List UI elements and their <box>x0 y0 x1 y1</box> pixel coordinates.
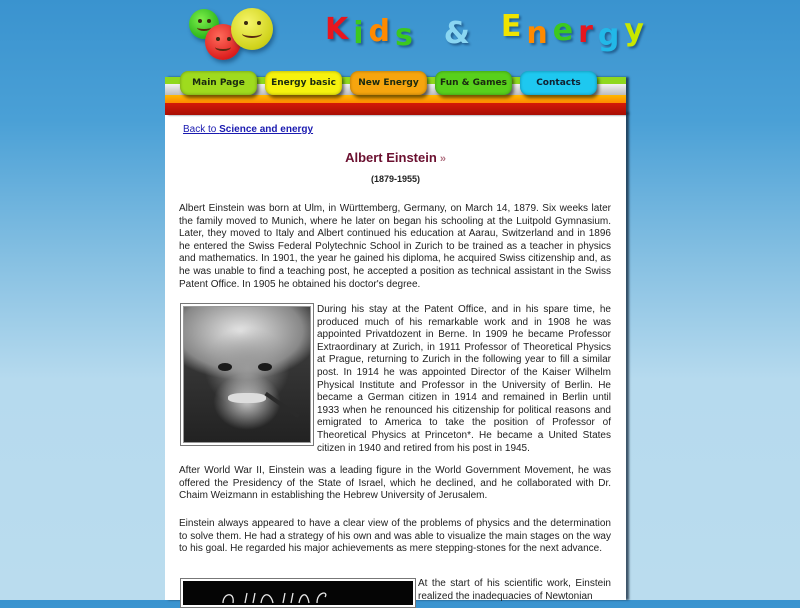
chalk-scribble-icon <box>183 581 413 605</box>
page-title-text: Albert Einstein <box>345 150 437 165</box>
logo-letter: n <box>526 16 548 51</box>
chalkboard-formula-image <box>180 578 416 608</box>
nav-fun-games[interactable]: Fun & Games <box>435 71 512 95</box>
paragraph-2: During his stay at the Patent Office, and in his spare time, he produced much of his remarkable work and in 1908 he was appointed Privatdozent in Berne. In 1909 he became Professor Extraordinary at Zurich, in 1911 Professor of Theoretical Physics at Prague, returning to Zurich in the following year to fill a similar post. In 1914 he was appointed Director of the Kaiser Wilhelm Physical Institute and Professor in the University of Berlin. He became a German citizen in 1914 and remained in Berlin until 1933 when he renounced his citizenship for political reasons and emigrated to America to take the position of Professor of Theoretical Physics at Princeton*. He became a United States citizen in 1940 and retired from his post in 1945. <box>317 304 611 454</box>
logo-letter: g <box>597 18 620 53</box>
page-title <box>165 150 626 165</box>
paragraph-3: After World War II, Einstein was a leading figure in the World Government Movement, he was offered the Presidency of the State of Israel, which he declined, and he collaborated with Dr. Chaim Weizmann in establishing the Hebrew University of Jerusalem. <box>179 465 611 502</box>
chalkboard <box>183 581 413 605</box>
logo-letter <box>418 12 439 47</box>
smiley-yellow-icon <box>231 8 273 50</box>
logo-letter: e <box>552 13 574 48</box>
site-header <box>0 0 800 70</box>
logo-letter: i <box>353 16 364 51</box>
logo-letter: r <box>578 15 593 50</box>
einstein-portrait-image <box>180 303 314 446</box>
logo-letter: s <box>395 18 413 53</box>
logo-letter: & <box>443 16 470 51</box>
paragraph-5: At the start of his scientific work, Einstein realized the inadequacies of Newtonian <box>418 578 611 602</box>
portrait-photo <box>183 306 311 443</box>
nav-new-energy[interactable]: New Energy <box>350 71 427 95</box>
logo-letter: E <box>500 9 522 44</box>
back-link[interactable] <box>183 124 313 135</box>
paragraph-1: Albert Einstein was born at Ulm, in Württemberg, Germany, on March 14, 1879. Six weeks later the family moved to Munich, where he later on began his schooling at the Luitpold Gymnasium. Later, they moved to Italy and Albert continued his education at Aarau, Switzerland and in 1896 he entered the Swiss Federal Polytechnic School in Zurich to be trained as a teacher in physics and mathematics. In 1901, the year he gained his diploma, he acquired Swiss citizenship and, as he was unable to find a teaching post, he accepted a position as technical assistant in the Swiss Patent Office. In 1905 he obtained his doctor's degree. <box>179 203 611 290</box>
back-link-prefix: Back to <box>183 124 220 135</box>
chevron-right-icon: » <box>439 153 446 165</box>
back-link-target: Science and energy <box>219 124 314 135</box>
site-logo-title[interactable] <box>325 9 649 53</box>
nav-contacts[interactable]: Contacts <box>520 71 597 95</box>
logo-letter: y <box>624 13 644 48</box>
nav-energy-basic[interactable]: Energy basic <box>265 71 342 95</box>
paragraph-4: Einstein always appeared to have a clear view of the problems of physics and the determination to solve them. He had a strategy of his own and was able to visualize the main stages on the way to his goal. He regarded his major achievements as mere stepping-stones for the next advance. <box>179 518 611 555</box>
life-dates: (1879-1955) <box>370 174 421 184</box>
nav-main-page[interactable]: Main Page <box>180 71 257 95</box>
logo-letter: d <box>368 14 391 49</box>
logo-letter <box>475 12 496 47</box>
logo-letter: K <box>325 12 349 47</box>
